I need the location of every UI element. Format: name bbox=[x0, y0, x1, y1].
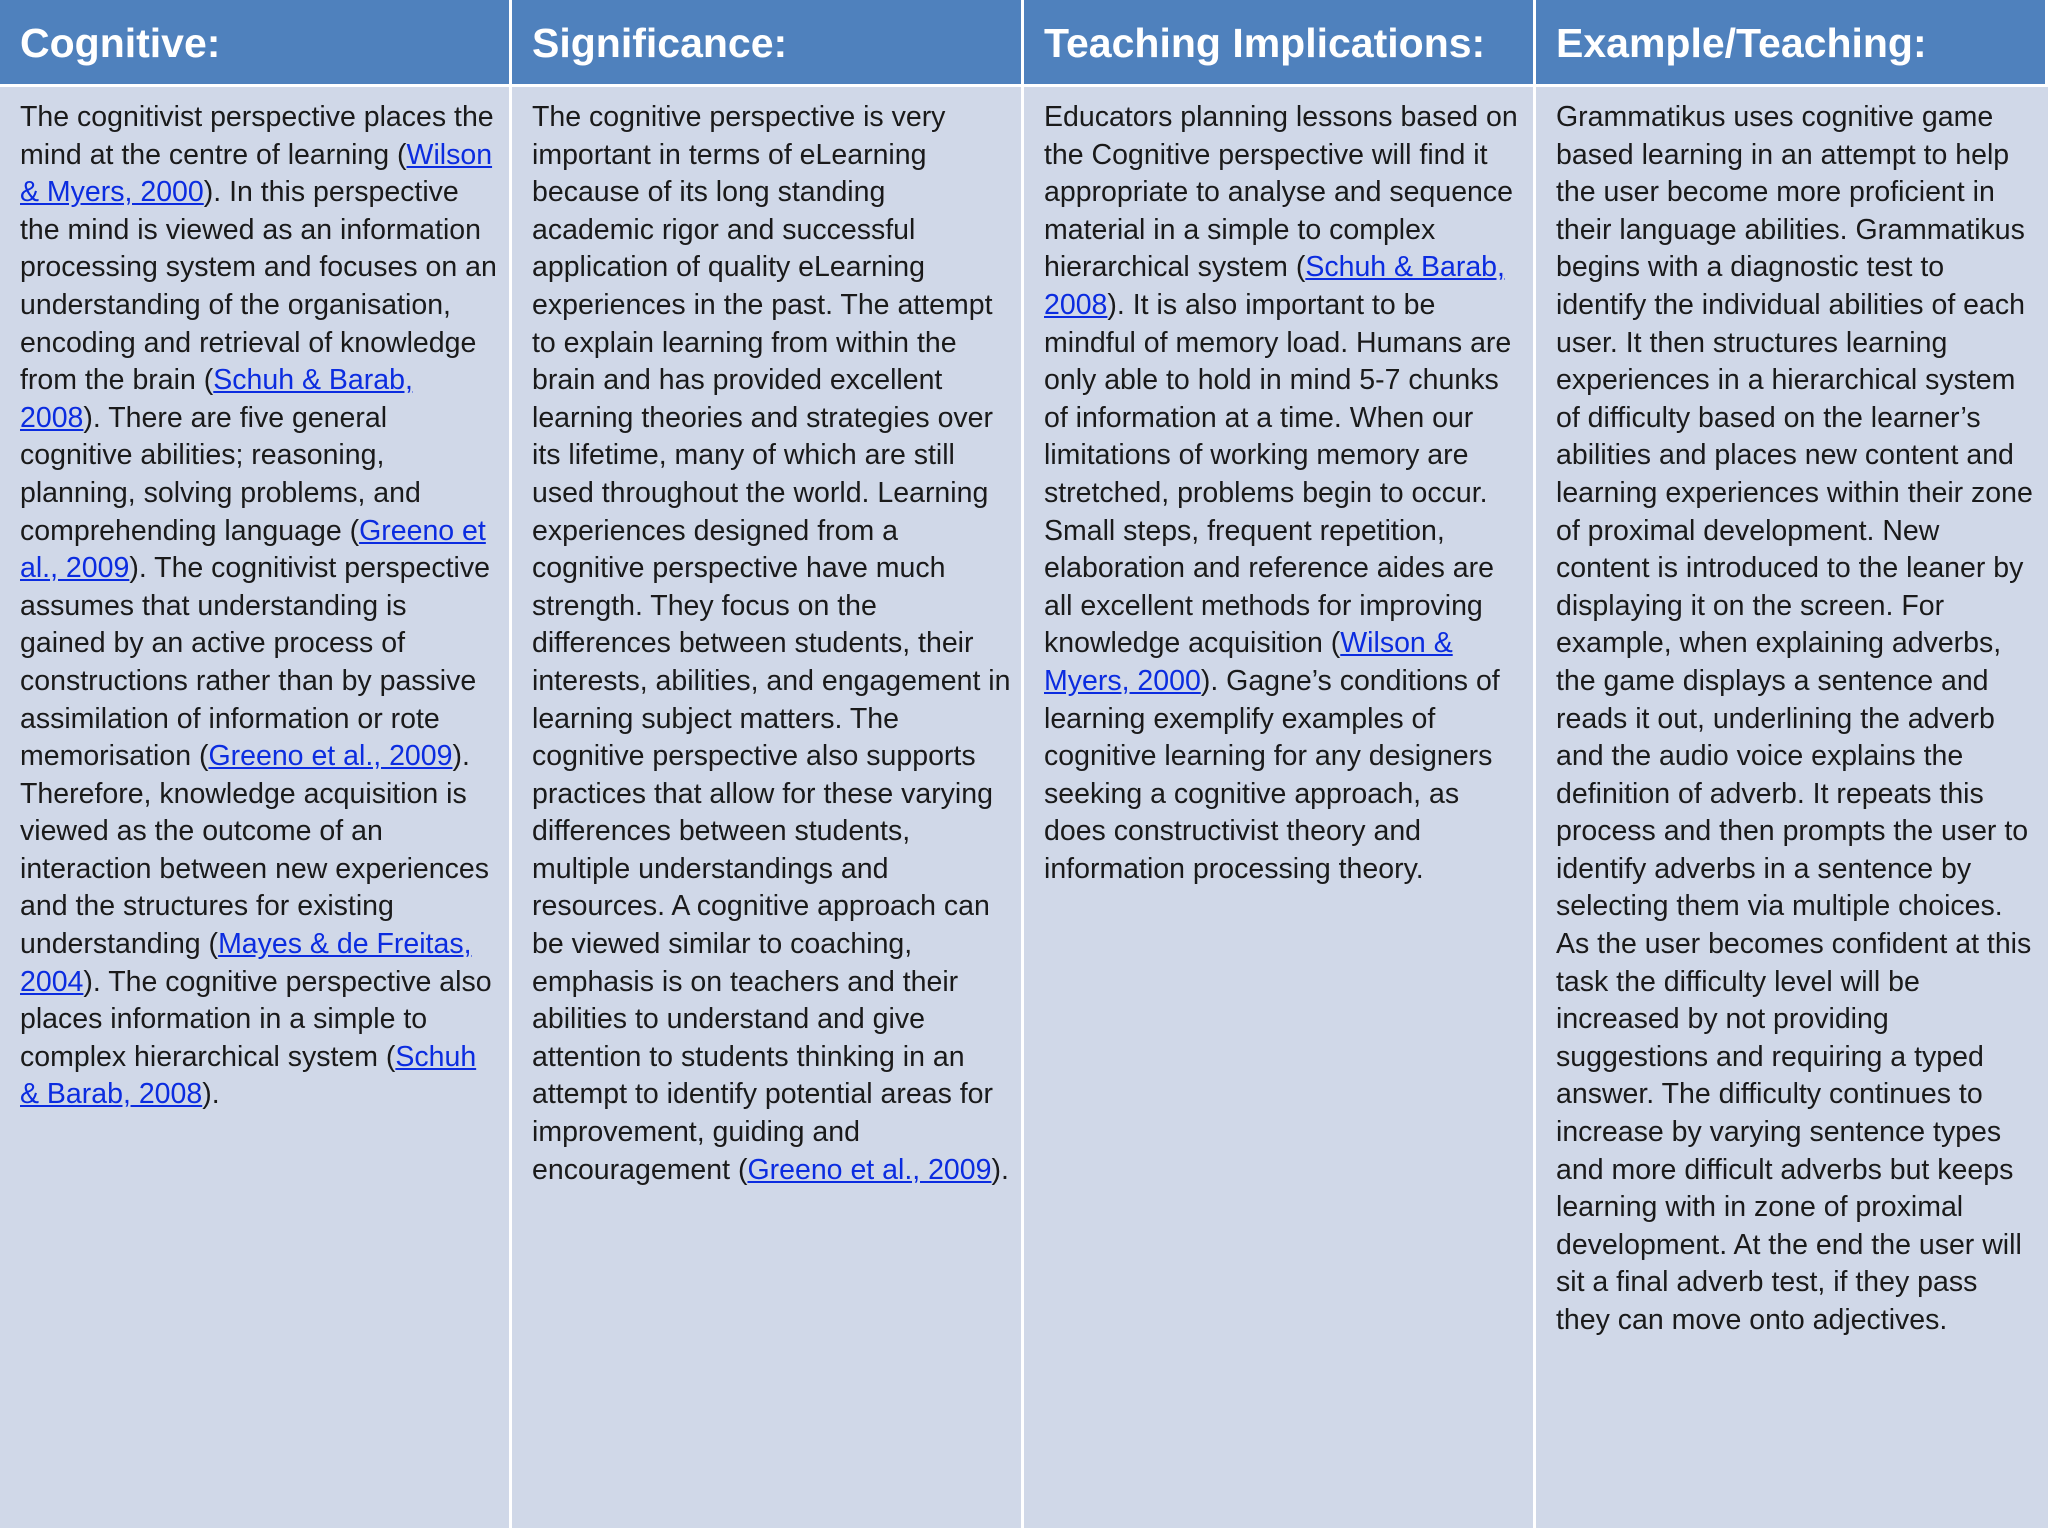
text-segment: Educators planning lessons based on the Cognitive perspective will find it appropriate to analyse and sequence material in a simple to complex hierarchical system ( bbox=[1044, 101, 1518, 284]
citation-link[interactable]: Mayes & de Freitas, 2004 bbox=[20, 928, 472, 998]
cell-text bbox=[1556, 99, 2038, 1340]
cell-text bbox=[1044, 99, 1523, 888]
citation-link[interactable]: Schuh & Barab, 2008 bbox=[20, 1040, 477, 1111]
citation-link[interactable]: Greeno et al., 2009 bbox=[208, 740, 453, 773]
cell-text bbox=[20, 99, 499, 1114]
cell-cognitive bbox=[0, 87, 512, 1528]
header-teaching-implications: Teaching Implications: bbox=[1024, 0, 1536, 87]
header-significance: Significance: bbox=[512, 0, 1024, 87]
text-segment: The cognitive perspective is very important in terms of eLearning because of its long standing academic rigor and successful application of quality eLearning experiences in the past. The attempt to explain learning from within the brain and has provided excellent learning theories and strategies over its lifetime, many of which are still used throughout the world. Learning experiences designed from a cognitive perspective have much strength. They focus on the differences between students, their interests, abilities, and engagement in learning subject matters. The cognitive perspective also supports practices that allow for these varying differences between students, multiple understandings and resources. A cognitive approach can be viewed similar to coaching, emphasis is on teachers and their abilities to understand and give attention to students thinking in an attempt to identify potential areas for improvement, guiding and encouragement ( bbox=[532, 101, 1011, 1186]
cell-significance bbox=[512, 87, 1024, 1528]
text-segment: The cognitivist perspective places the mind at the centre of learning ( bbox=[20, 101, 494, 171]
citation-link[interactable]: Greeno et al., 2009 bbox=[20, 514, 486, 585]
cell-example-teaching bbox=[1536, 87, 2048, 1528]
citation-link[interactable]: Schuh & Barab, 2008 bbox=[20, 364, 413, 434]
citation-link[interactable]: Schuh & Barab, 2008 bbox=[1044, 251, 1505, 321]
text-segment: ). There are five general cognitive abilities; reasoning, planning, solving problems, and comprehending language ( bbox=[20, 401, 421, 547]
text-segment: Grammatikus uses cognitive game based learning in an attempt to help the user become more proficient in their language abilities. Grammatikus begins with a diagnostic test to identify the individual abilities of each user. It then structures learning experiences in a hierarchical system of difficulty based on the learner’s abilities and places new content and learning experiences within their zone of proximal development. New content is introduced to the leaner by displaying it on the screen. For example, when explaining adverbs, the game displays a sentence and reads it out, underlining the adverb and the audio voice explains the definition of adverb. It repeats this process and then prompts the user to identify adverbs in a sentence by selecting them via multiple choices. As the user becomes confident at this task the difficulty level will be increased by not providing suggestions and requiring a typed answer. The difficulty continues to increase by varying sentence types and more difficult adverbs but keeps learning with in zone of proximal development. At the end the user will sit a final adverb test, if they pass they can move onto adjectives. bbox=[1556, 101, 2033, 1336]
cell-teaching-implications bbox=[1024, 87, 1536, 1528]
header-cognitive: Cognitive: bbox=[0, 0, 512, 87]
text-segment: ). bbox=[202, 1078, 220, 1111]
citation-link[interactable]: Wilson & Myers, 2000 bbox=[20, 138, 493, 209]
text-segment: ). In this perspective the mind is viewed as an information processing system and focuses on an understanding of the organisation, encoding and retrieval of knowledge from the brain ( bbox=[20, 176, 497, 397]
citation-link[interactable]: Greeno et al., 2009 bbox=[747, 1153, 992, 1186]
text-segment: ). Therefore, knowledge acquisition is viewed as the outcome of an interaction between new experiences and the structures for existing understanding ( bbox=[20, 740, 489, 961]
text-segment: ). It is also important to be mindful of memory load. Humans are only able to hold in mind 5-7 chunks of information at a time. When our limitations of working memory are stretched, problems begin to occur. Small steps, frequent repetition, elaboration and reference aides are all excellent methods for improving knowledge acquisition ( bbox=[1044, 288, 1512, 660]
text-segment: ). The cognitive perspective also places information in a simple to complex hierarchical system ( bbox=[20, 965, 492, 1073]
text-segment: ). bbox=[991, 1153, 1009, 1186]
citation-link[interactable]: Wilson & Myers, 2000 bbox=[1044, 627, 1453, 697]
cell-text bbox=[532, 99, 1011, 1189]
text-segment: ). The cognitivist perspective assumes that understanding is gained by an active process of constructions rather than by passive assimilation of information or rote memorisation ( bbox=[20, 552, 490, 773]
header-example-teaching: Example/Teaching: bbox=[1536, 0, 2048, 87]
text-segment: ). Gagne’s conditions of learning exemplify examples of cognitive learning for any designers seeking a cognitive approach, as does constructivist theory and information processing theory. bbox=[1044, 664, 1500, 885]
